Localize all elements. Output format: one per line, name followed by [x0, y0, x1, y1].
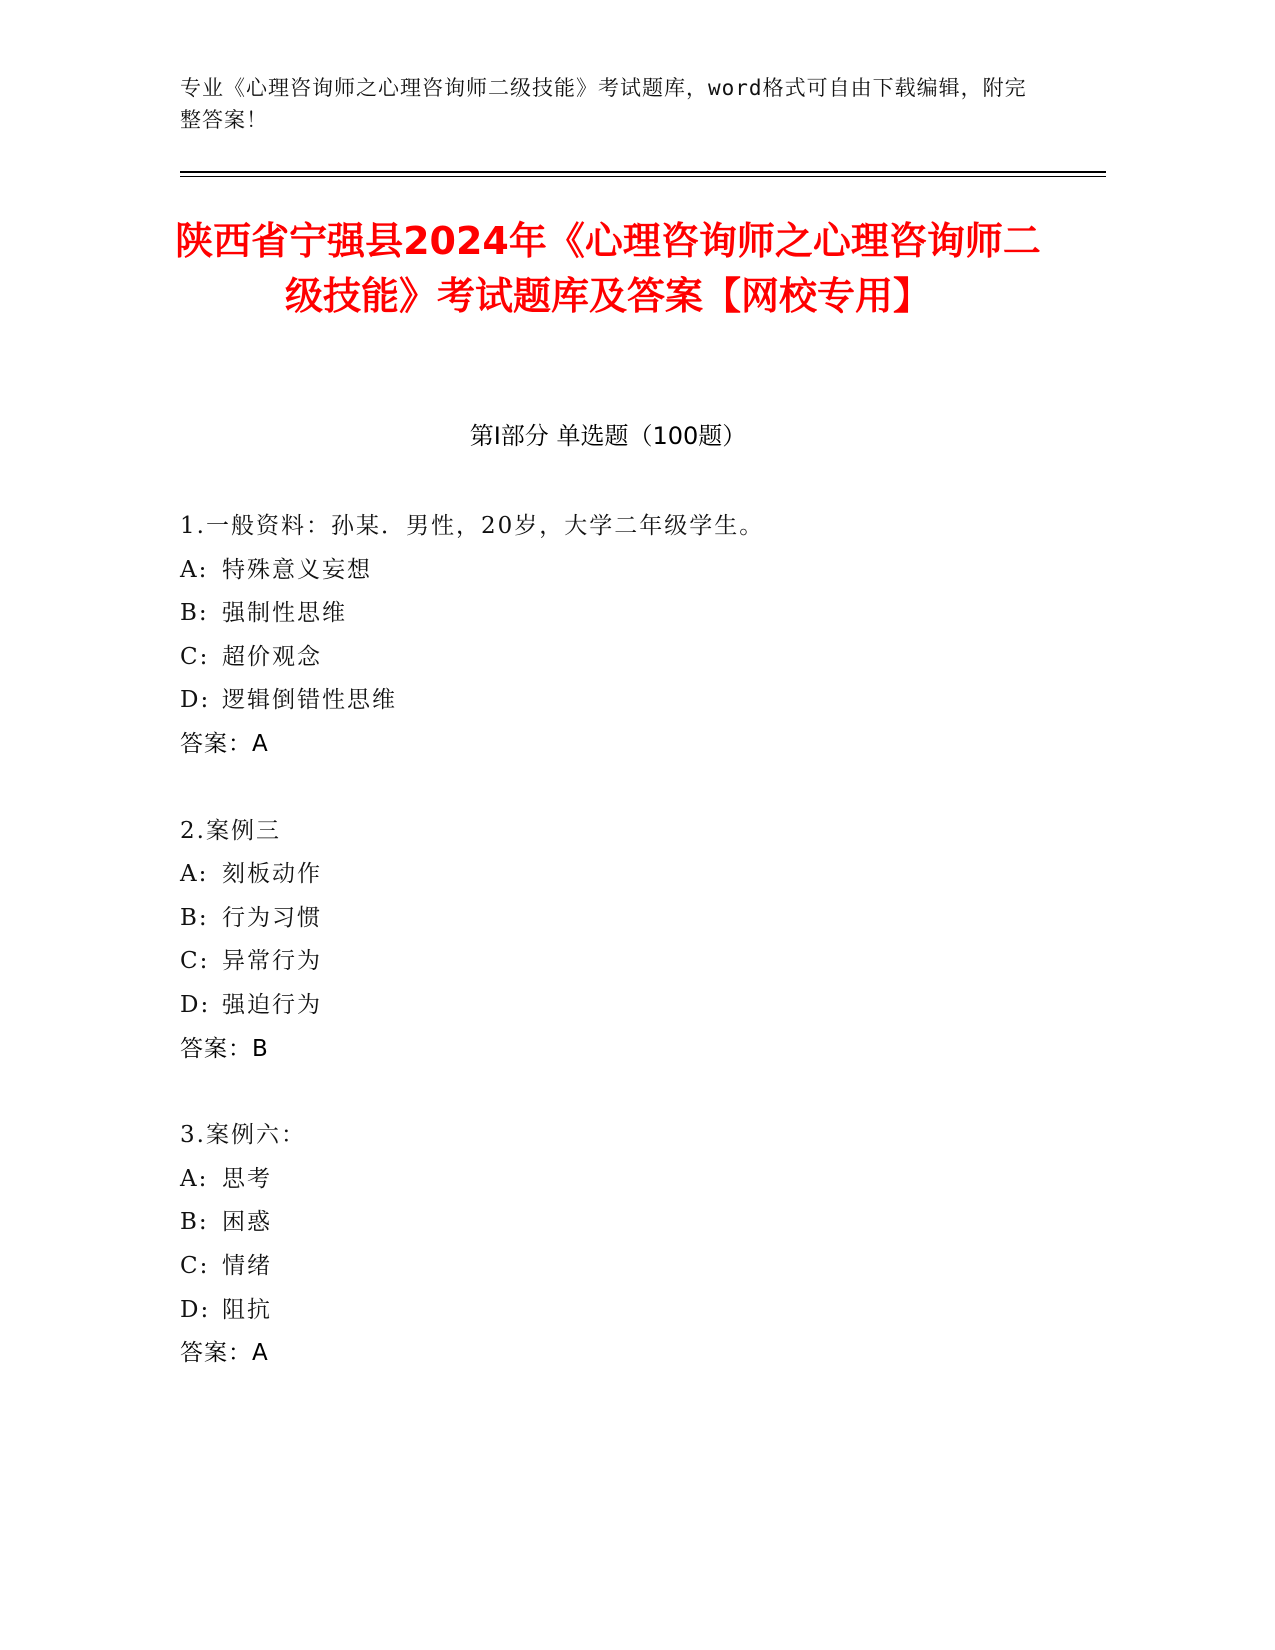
question-stem: 3.案例六：	[180, 1122, 306, 1149]
option-text: 思考	[222, 1165, 272, 1192]
question-2	[180, 810, 1080, 1072]
option-c	[180, 636, 1080, 680]
option-text: 阻抗	[222, 1296, 272, 1323]
option-a	[180, 853, 1080, 897]
question-list	[180, 505, 1080, 1419]
option-text: 强迫行为	[222, 991, 322, 1018]
header-divider-thick	[180, 171, 1106, 173]
option-letter: C:	[180, 643, 210, 670]
option-text: 强制性思维	[222, 600, 347, 627]
option-text: 困惑	[222, 1209, 272, 1236]
question-stem: 1.一般资料：孙某．男性，20岁，大学二年级学生。	[180, 513, 765, 539]
option-text: 超价观念	[222, 643, 322, 670]
section-title: 第Ⅰ部分 单选题（100题）	[469, 422, 747, 450]
option-a	[180, 549, 1080, 593]
answer-line: 答案：A	[180, 1340, 269, 1367]
question-3	[180, 1114, 1080, 1376]
option-text: 刻板动作	[222, 861, 322, 888]
question-1	[180, 505, 1080, 767]
option-text: 行为习惯	[222, 904, 322, 931]
option-d	[180, 984, 1080, 1028]
option-a	[180, 1158, 1080, 1202]
answer-line: 答案：B	[180, 1035, 269, 1062]
option-text: 特殊意义妄想	[222, 556, 372, 583]
option-b	[180, 1201, 1080, 1245]
option-letter: A:	[180, 556, 209, 583]
option-letter: D:	[180, 687, 211, 714]
question-stem: 2.案例三	[180, 817, 281, 844]
option-letter: B:	[180, 1209, 209, 1236]
option-letter: C:	[180, 1252, 210, 1279]
option-c	[180, 940, 1080, 984]
option-d	[180, 1289, 1080, 1333]
option-c	[180, 1245, 1080, 1289]
header-divider-thin	[180, 176, 1106, 177]
option-b	[180, 897, 1080, 941]
option-text: 情绪	[222, 1252, 272, 1279]
option-letter: B:	[180, 904, 209, 931]
document-title: 陕西省宁强县2024年《心理咨询师之心理咨询师二级技能》考试题库及答案【网校专用】	[175, 219, 1041, 318]
option-letter: A:	[180, 1165, 209, 1192]
header-note: 专业《心理咨询师之心理咨询师二级技能》考试题库，word格式可自由下载编辑，附完整答案！	[180, 76, 1027, 132]
option-letter: A:	[180, 861, 209, 888]
option-text: 逻辑倒错性思维	[222, 687, 397, 714]
option-letter: C:	[180, 948, 210, 975]
answer-line: 答案：A	[180, 730, 269, 757]
option-b	[180, 592, 1080, 636]
option-letter: D:	[180, 1296, 211, 1323]
option-letter: D:	[180, 991, 211, 1018]
option-d	[180, 679, 1080, 723]
option-text: 异常行为	[222, 948, 322, 975]
option-letter: B:	[180, 600, 209, 627]
